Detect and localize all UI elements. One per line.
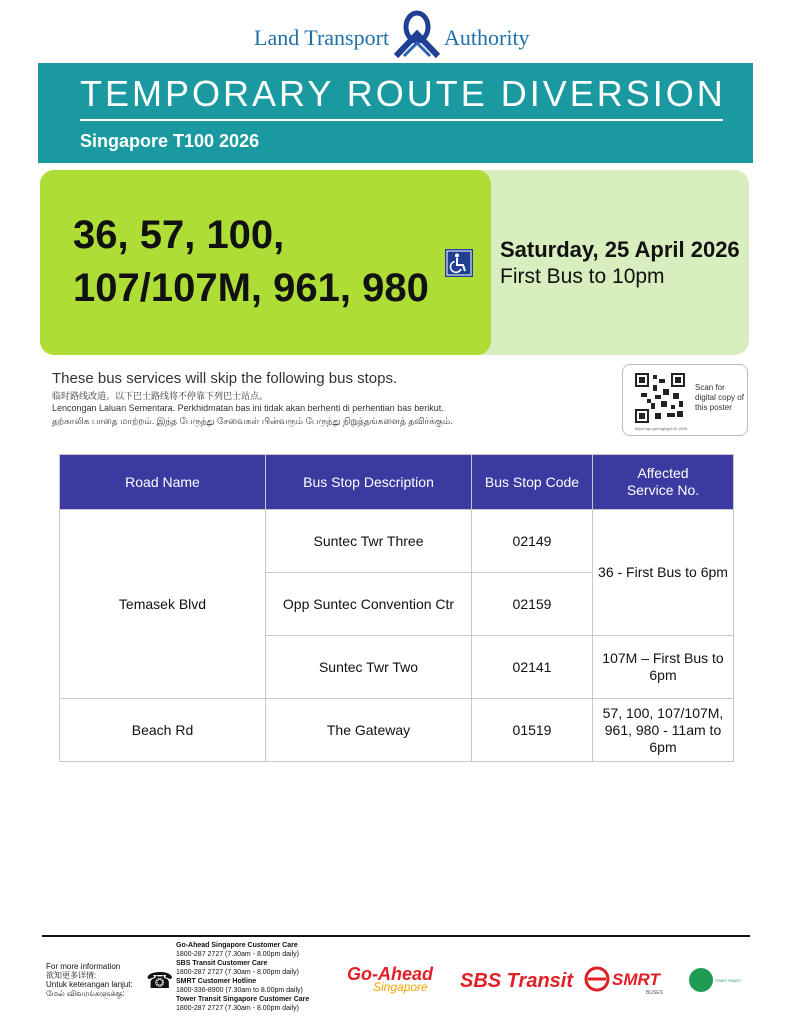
- diversion-date: Saturday, 25 April 2026: [500, 237, 740, 262]
- table-row: [60, 510, 734, 573]
- more-info-tamil: மேல் விவரங்களுக்கு:: [46, 989, 125, 998]
- sbs-transit-logo: SBS Transit: [460, 970, 573, 992]
- table-row: [60, 699, 734, 762]
- org-name-right: Authority: [444, 25, 530, 50]
- bus-stops-table: [59, 454, 734, 762]
- header-bus-stop-description: Bus Stop Description: [266, 455, 472, 510]
- qr-url[interactable]: https://go.gov.sg/sgt100-2026: [635, 426, 688, 431]
- table-header-row: [60, 455, 734, 510]
- services-line-2: 107/107M, 961, 980: [73, 266, 429, 310]
- more-info-label: [46, 962, 133, 998]
- contact-name: Go-Ahead Singapore Customer Care: [176, 942, 298, 949]
- smrt-logo: [584, 966, 674, 996]
- bus-stop-description-cell: Suntec Twr Two: [266, 636, 472, 699]
- title-banner: [38, 63, 753, 163]
- header-affected-service: Affected Service No.: [593, 455, 734, 510]
- road-name-cell: Temasek Blvd: [60, 510, 266, 699]
- services-highlight: [40, 170, 491, 355]
- telephone-icon: ☎: [146, 968, 174, 993]
- bus-stop-code-cell: 02141: [472, 636, 593, 699]
- bus-stop-description-cell: The Gateway: [266, 699, 472, 762]
- intro-tamil: தற்காலிக பாதை மாற்றம். இந்த பேருந்து சேவைகள் பின்வரும் பேருந்து நிறுத்தங்களைத் தவிர்க்கும்.: [52, 416, 453, 426]
- wheelchair-icon: [445, 249, 473, 277]
- org-name-left: Land Transport: [254, 25, 390, 50]
- qr-caption: Scan for digital copy of this poster: [695, 383, 744, 412]
- footer-divider: [42, 935, 750, 937]
- more-info-chinese: 欲知更多详情:: [46, 971, 97, 980]
- diversion-time: First Bus to 10pm: [500, 265, 665, 288]
- bus-stop-description-cell: Suntec Twr Three: [266, 510, 472, 573]
- smrt-logo-text: SMRT: [612, 970, 660, 989]
- go-ahead-logo-sub: Singapore: [373, 980, 428, 994]
- header-road-name: Road Name: [60, 455, 266, 510]
- road-name-cell: Beach Rd: [60, 699, 266, 762]
- more-info-english: For more information: [46, 962, 121, 971]
- go-ahead-logo: Go-Ahead: [347, 964, 434, 984]
- intro-chinese: 临时路线改道。以下巴士路线将不停靠下列巴士站点。: [52, 391, 269, 401]
- affected-service-cell: 57, 100, 107/107M, 961, 980 - 11am to 6pm: [593, 699, 734, 762]
- contact-number[interactable]: 1800-287 2727 (7.30am - 8.00pm daily): [176, 969, 299, 976]
- poster-title: TEMPORARY ROUTE DIVERSION: [80, 73, 726, 114]
- contact-number[interactable]: 1800-287 2727 (7.30am - 8.00pm daily): [176, 951, 299, 958]
- affected-service-cell: 36 - First Bus to 6pm: [593, 510, 734, 636]
- poster-subtitle: Singapore T100 2026: [80, 131, 260, 151]
- contact-number[interactable]: 1800-336-8900 (7.30am to 8.00pm daily): [176, 987, 303, 994]
- bus-stop-description-cell: Opp Suntec Convention Ctr: [266, 573, 472, 636]
- banner-divider: [80, 119, 723, 121]
- smrt-logo-sub: BUSES: [646, 990, 663, 996]
- lta-header: [0, 8, 791, 60]
- bus-stop-code-cell: 02149: [472, 510, 593, 573]
- tower-transit-logo: [688, 966, 742, 994]
- services-line-1: 36, 57, 100,: [73, 213, 285, 257]
- contact-list: [176, 941, 309, 1013]
- more-info-malay: Untuk keterangan lanjut:: [46, 980, 133, 989]
- contact-number[interactable]: 1800-287 2727 (7.30am - 8.00pm daily): [176, 1005, 299, 1012]
- header-bus-stop-code: Bus Stop Code: [472, 455, 593, 510]
- bus-stop-code-cell: 01519: [472, 699, 593, 762]
- intro-malay: Lencongan Laluan Sementara. Perkhidmatan bas ini tidak akan berhenti di perhentian bas berikut.: [52, 403, 444, 413]
- intro-english: These bus services will skip the following bus stops.: [52, 370, 398, 387]
- contact-name: SBS Transit Customer Care: [176, 960, 268, 967]
- bus-stop-code-cell: 02159: [472, 573, 593, 636]
- contact-name: SMRT Customer Hotline: [176, 978, 257, 985]
- affected-service-cell: 107M – First Bus to 6pm: [593, 636, 734, 699]
- qr-code-icon[interactable]: [635, 373, 685, 423]
- tower-transit-logo-text: TOWER TRANSIT: [715, 979, 742, 983]
- lta-logo-icon: [392, 10, 442, 60]
- qr-panel[interactable]: [622, 364, 748, 436]
- contact-name: Tower Transit Singapore Customer Care: [176, 996, 310, 1003]
